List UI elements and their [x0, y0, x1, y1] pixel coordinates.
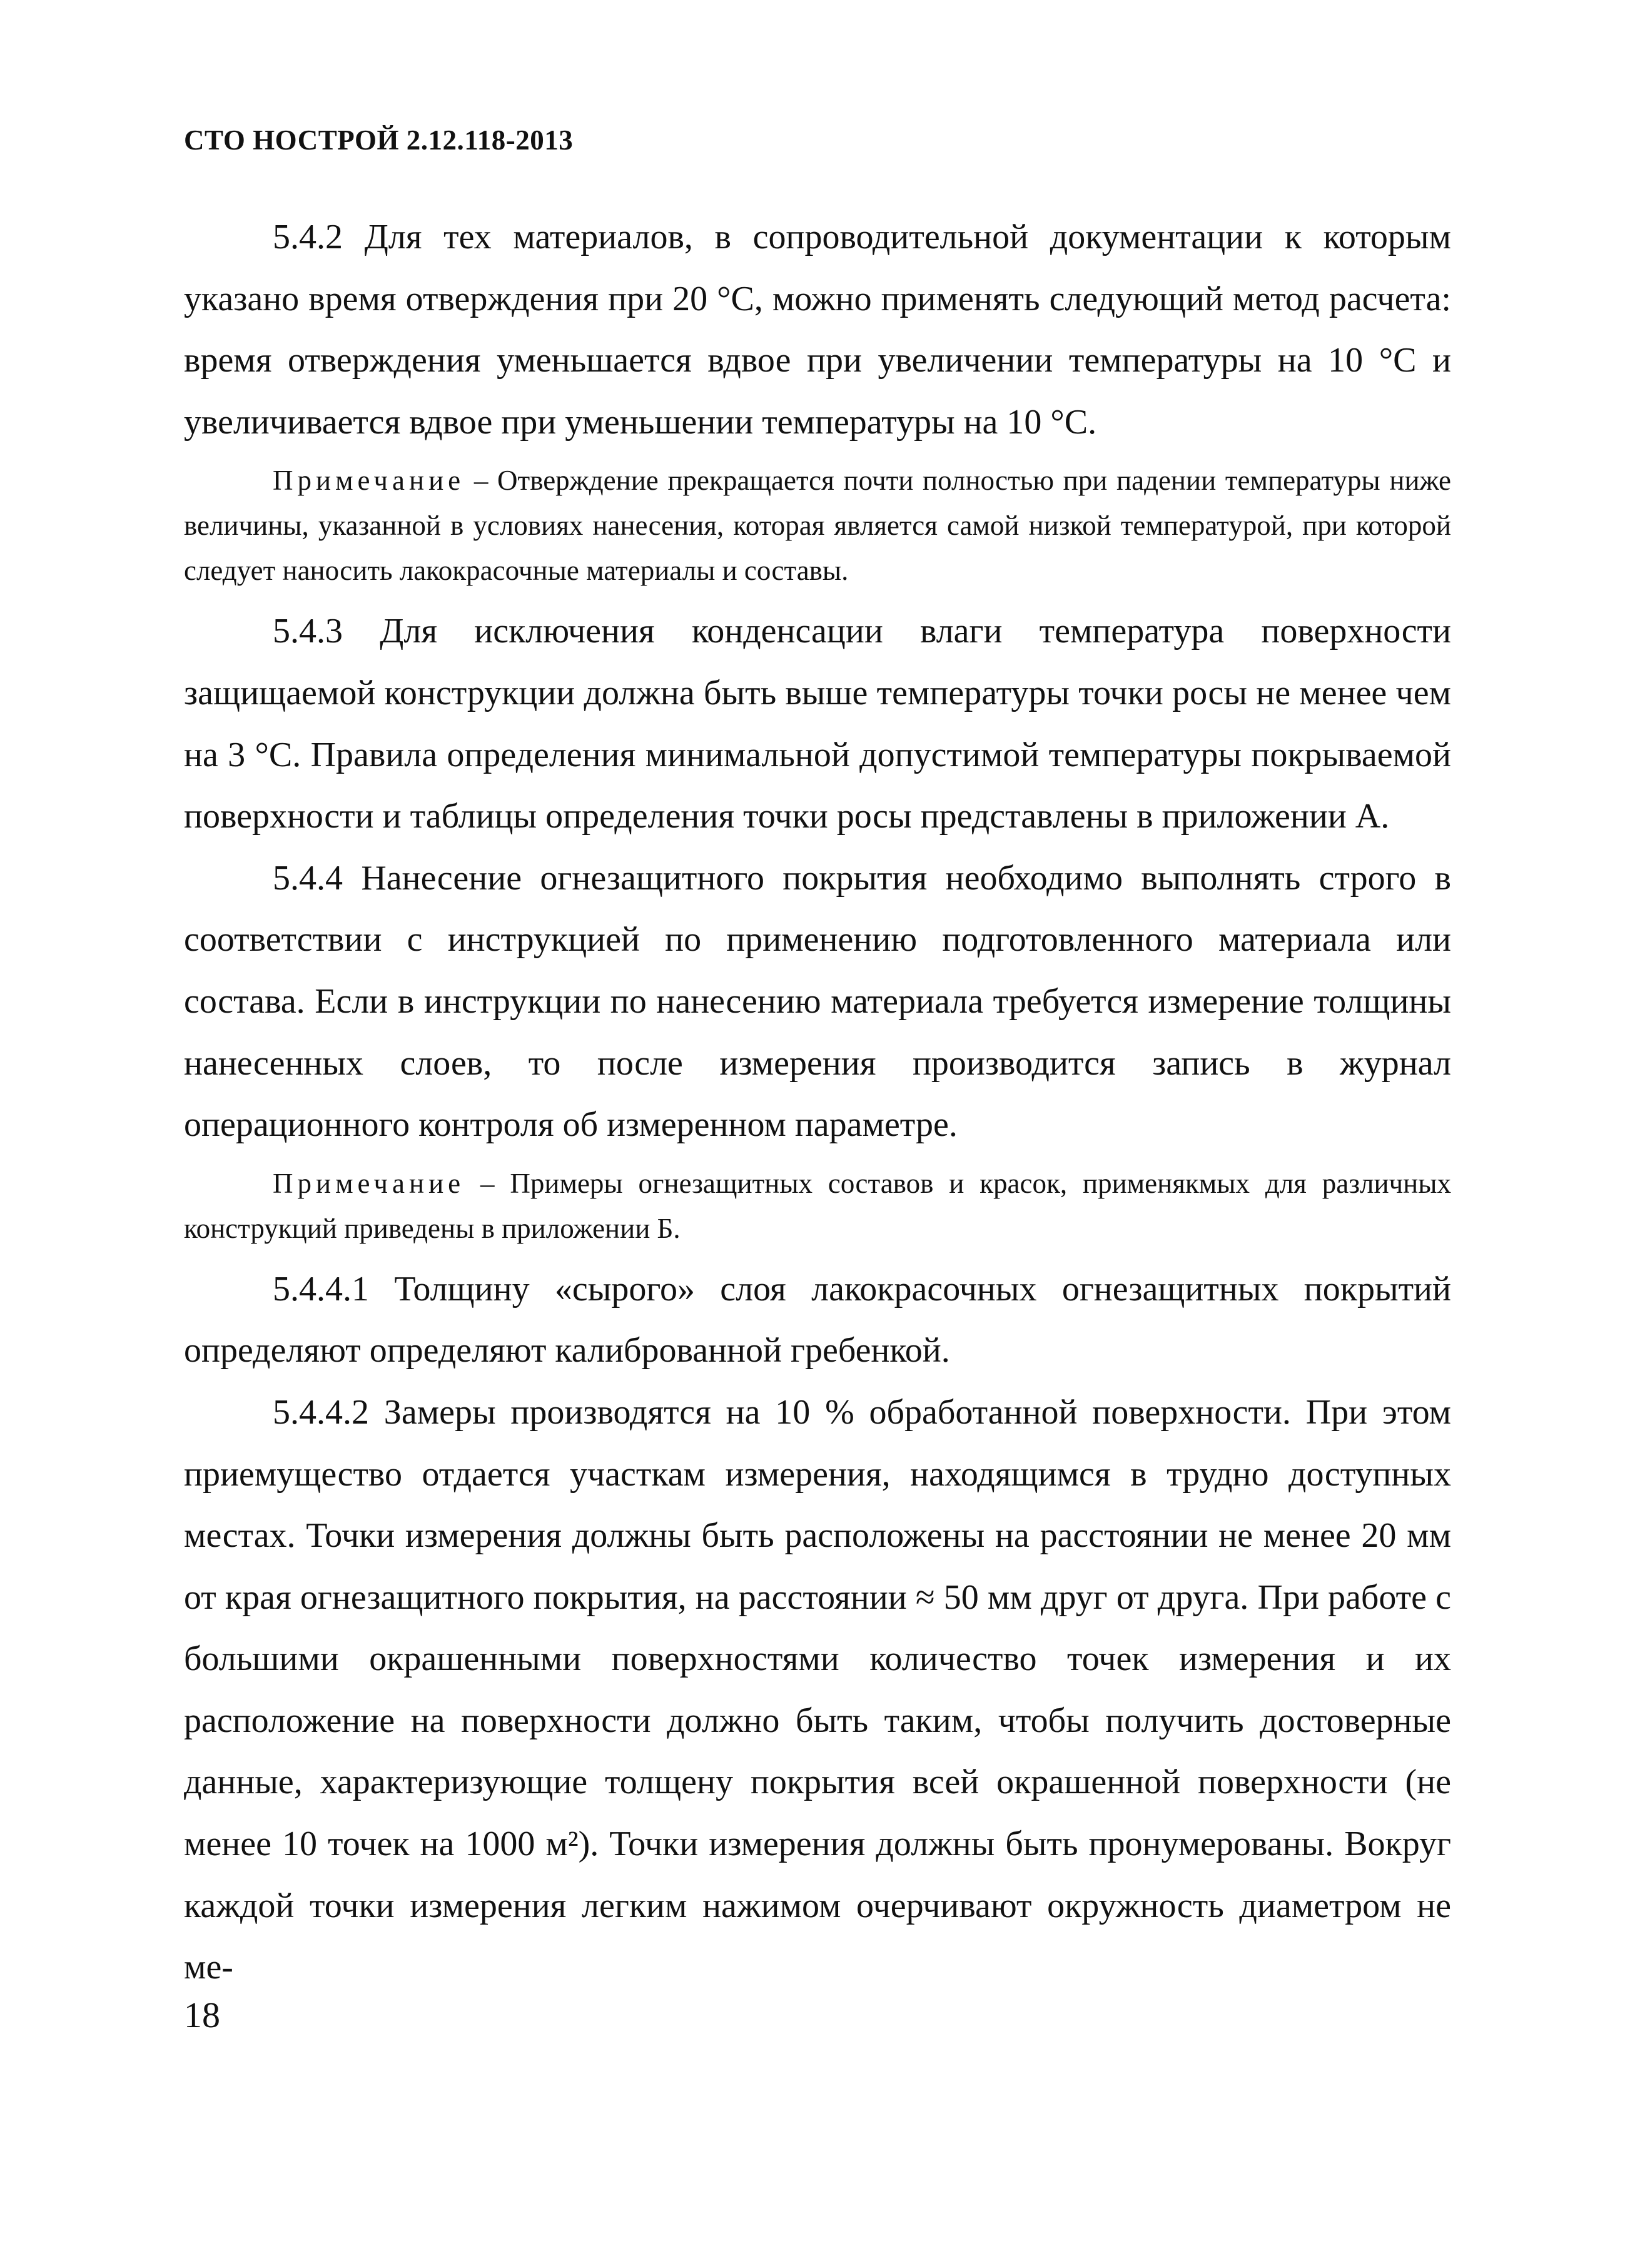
- note-2: [184, 1161, 1451, 1251]
- section-5-4-4: 5.4.4 Нанесение огнезащитного покрытия необходимо выполнять строго в соответствии с инструкцией по применению подготовленного материала или состава. Если в инструкции по нанесению материала требуется измерение толщины нанесенных слоев, то после измерения производится запись в журнал операционного контроля об измеренном параметре.: [184, 858, 1451, 1145]
- note-label: Примечание: [273, 1167, 465, 1199]
- section-5-4-3: 5.4.3 Для исключения конденсации влаги температура поверхности защищаемой конструкции должна быть выше температуры точки росы не менее чем на 3 °С. Правила определения минимальной допустимой температуры покрываемой поверхности и таблицы определения точки росы представлены в приложении А.: [184, 612, 1451, 836]
- section-5-4-4-1: 5.4.4.1 Толщину «сырого» слоя лакокрасочных огнезащитных покрытий определяют определяют калиброванной гребенкой.: [184, 1269, 1451, 1370]
- section-5-4-4-2: 5.4.4.2 Замеры производятся на 10 % обработанной поверхности. При этом приемущество отдается участкам измерения, находящимся в трудно доступных местах. Точки измерения должны быть расположены на расстоянии не менее 20 мм от края огнезащитного покрытия, на расстоянии ≈ 50 мм друг от друга. При работе с большими окрашенными поверхностями количество точек измерения и их расположение на поверхности должно быть таким, чтобы получить достоверные данные, характеризующие толщену покрытия всей окрашенной поверхности (не менее 10 точек на 1000 м²). Точки измерения должны быть пронумерованы. Вокруг каждой точки измерения легким нажимом очерчивают окружность диаметром не ме-: [184, 1392, 1451, 1987]
- document-header: СТО НОСТРОЙ 2.12.118-2013: [184, 124, 574, 156]
- note-label: Примечание: [273, 465, 465, 497]
- document-body: [184, 206, 1451, 1998]
- note-1: [184, 458, 1451, 593]
- note-text: – Отверждение прекращается почти полностью при падении температуры ниже величины, указанной в условиях нанесения, которая является самой низкой температурой, при которой следует наносить лакокрасочные материалы и составы.: [184, 465, 1451, 587]
- section-5-4-2: 5.4.2 Для тех материалов, в сопроводительной документации к которым указано время отверждения при 20 °С, можно применять следующий метод расчета: время отверждения уменьшается вдвое при увеличении температуры на 10 °С и увеличивается вдвое при уменьшении температуры на 10 °С.: [184, 218, 1451, 442]
- note-text: – Примеры огнезащитных составов и красок, применякмых для различных конструкций приведены в приложении Б.: [184, 1167, 1451, 1244]
- page-number: 18: [184, 1995, 220, 2035]
